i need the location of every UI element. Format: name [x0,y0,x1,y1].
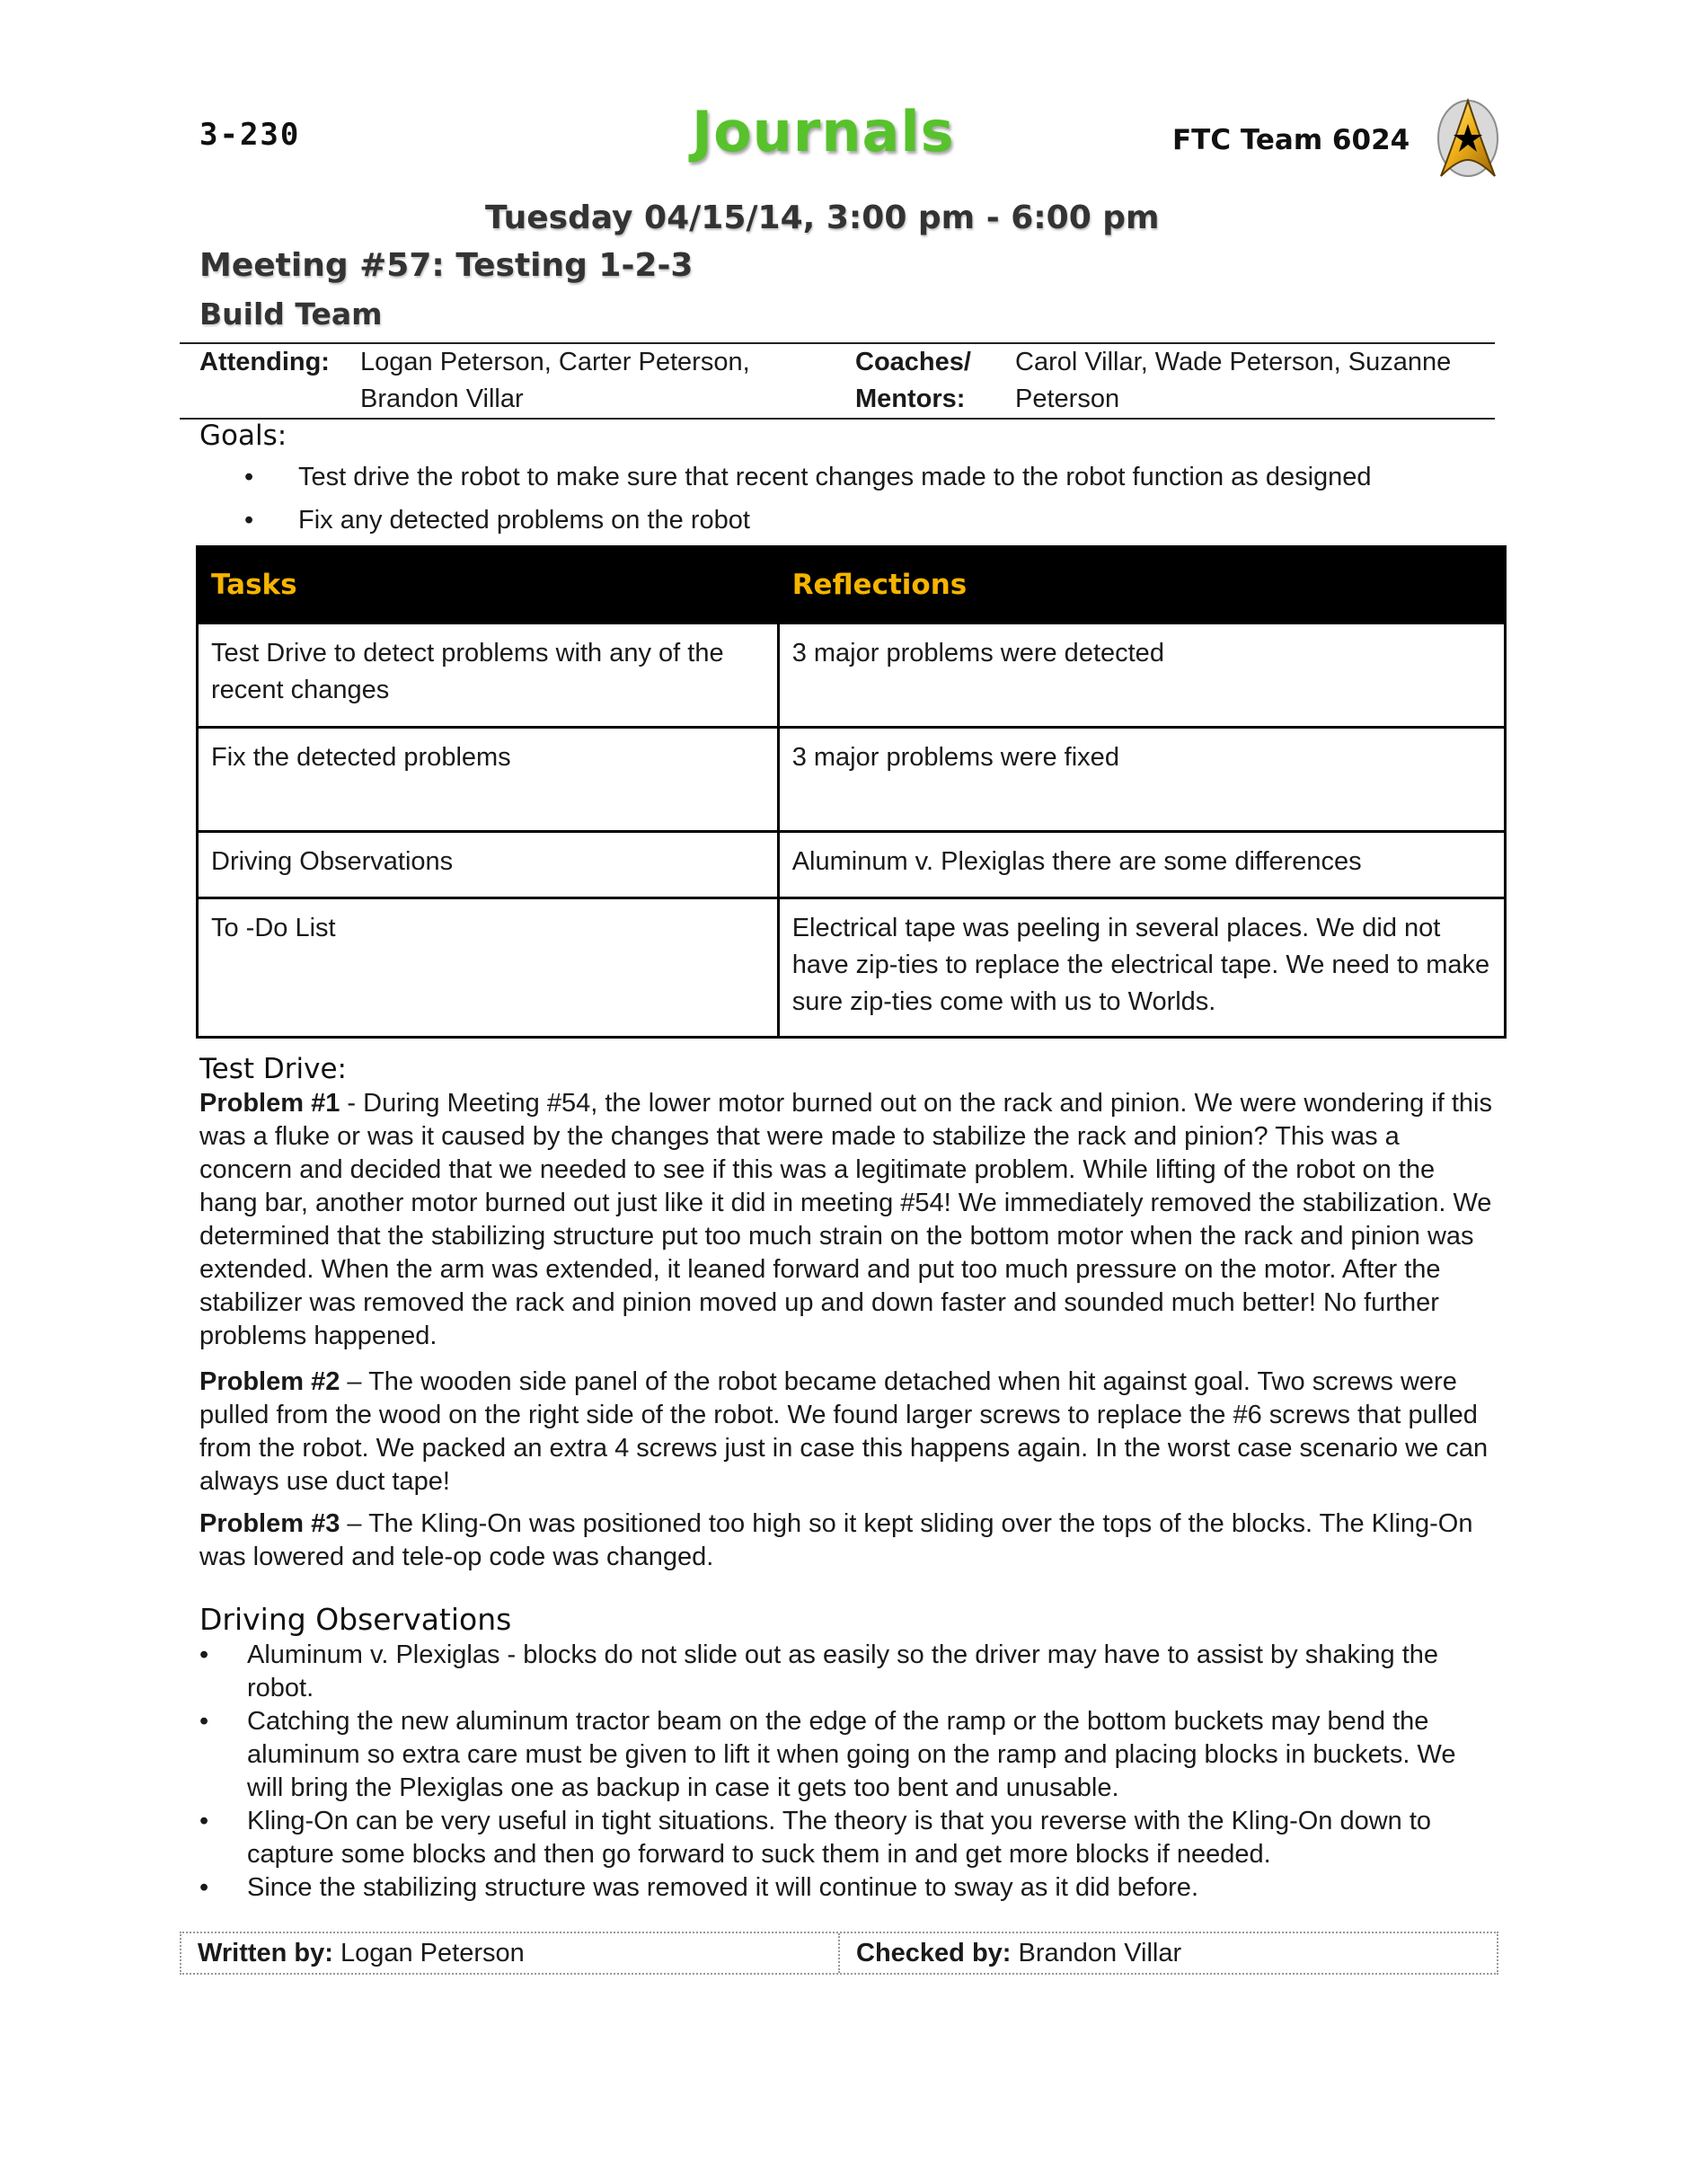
bullet-icon: • [199,1873,209,1902]
attendance-block [180,342,1495,420]
observations-list [199,1639,1493,1905]
written-by-value: Logan Peterson [340,1939,525,1967]
problem-1-paragraph: Problem #1 - During Meeting #54, the lower motor burned out on the rack and pinion. We were wondering if this was a fluke or was it caused by the changes that were made to stabilize the rack and pinion? This was a concern and decided that we needed to see if this was a legitimate problem. While lifting of the robot on the hang bar, another motor burned out just like it did in meeting #54! We immediately removed the stabilization. We determined that the stabilizing structure put too much strain on the bottom motor when the rack and pinion was extended. When the arm was extended, it leaned forward and put too much pressure on the motor. After the stabilizer was removed the rack and pinion moved up and down faster and sounded much better! No further problems happened. [199,1089,1492,1350]
goals-list [199,455,1372,542]
tasks-table [196,545,1507,1039]
list-item: • Aluminum v. Plexiglas - blocks do not slide out as easily so the driver may have to assist by shaking the robot. [199,1640,1439,1702]
table-row [198,728,1506,832]
task-cell: To -Do List [198,898,779,1038]
reflection-cell: Electrical tape was peeling in several places. We did not have zip-ties to replace the electrical tape. We need to make sure zip-ties come with us to Worlds. [778,898,1505,1038]
checked-by [838,1933,1497,1973]
problem-2-paragraph: Problem #2 – The wooden side panel of the robot became detached when hit against goal. Two screws were pulled from the wood on the right side of the robot. We found larger screws to replace the #6 screws that pulled from the robot. We packed an extra 4 screws just in case this happens again. In the worst case scenario we can always use duct tape! [199,1367,1489,1496]
starfleet-delta-icon [1436,97,1500,180]
list-item: • Fix any detected problems on the robot [199,499,1372,542]
tasks-column-header: Tasks [198,547,779,623]
reflections-column-header: Reflections [778,547,1505,623]
team-name: FTC Team 6024 [1172,124,1410,156]
problem-3-text: The Kling-On was positioned too high so it kept sliding over the tops of the blocks. The Kling-On was lowered and tele-op code was changed. [199,1509,1473,1571]
bullet-icon: • [199,1707,209,1736]
bullet-icon: • [244,463,254,491]
reflection-cell: 3 major problems were detected [778,623,1505,728]
list-item: • Since the stabilizing structure was removed it will continue to sway as it did before. [199,1871,1493,1905]
reflection-cell: 3 major problems were fixed [778,728,1505,832]
coaches-names-line1: Carol Villar, Wade Peterson, Suzanne [1015,348,1452,376]
table-row [198,832,1506,898]
coaches-label-line1: Coaches/ [855,348,971,376]
coaches-names-line2: Peterson [1015,385,1120,413]
problem-3-paragraph: Problem #3 – The Kling-On was positioned too high so it kept sliding over the tops of the blocks. The Kling-On was lowered and tele-op code was changed. [199,1509,1473,1571]
table-row [198,623,1506,728]
problem-3-label: Problem #3 [199,1509,340,1538]
attending-names-line2: Brandon Villar [360,385,524,413]
list-item: • Catching the new aluminum tractor beam on the edge of the ramp or the bottom buckets may bend the aluminum so extra care must be given to lift it when going on the ramp and placing blocks in buckets. We will bring the Plexiglas one as backup in case it gets too bent and unusable. [199,1707,1456,1802]
test-drive-heading: Test Drive: [199,1053,347,1085]
table-header-row [198,547,1506,623]
table-row [198,898,1506,1038]
problem-2-label: Problem #2 [199,1367,340,1396]
meeting-title: Meeting #57: Testing 1-2-3 [199,247,694,284]
task-cell: Test Drive to detect problems with any of the recent changes [198,623,779,728]
list-item: • Test drive the robot to make sure that recent changes made to the robot function as designed [199,455,1372,499]
attending-names-line1: Logan Peterson, Carter Peterson, [360,348,750,376]
bullet-icon: • [199,1807,209,1835]
problem-2-text: The wooden side panel of the robot became detached when hit against goal. Two screws were pulled from the wood on the right side of the robot. We found larger screws to replace the #6 screws that pulled from the robot. We packed an extra 4 screws just in case this happens again. In the worst case scenario we can always use duct tape! [199,1367,1489,1496]
written-by-label: Written by: [198,1939,333,1967]
coaches-label-line2: Mentors: [855,385,966,413]
meeting-date: Tuesday 04/15/14, 3:00 pm - 6:00 pm [485,199,1160,236]
goals-heading: Goals: [199,420,287,452]
written-by [181,1933,838,1973]
list-item: • Kling-On can be very useful in tight situations. The theory is that you reverse with the Kling-On down to capture some blocks and then go forward to suck them in and get more blocks if needed. [199,1807,1432,1869]
reflection-cell: Aluminum v. Plexiglas there are some differences [778,832,1505,898]
checked-by-value: Brandon Villar [1018,1939,1182,1967]
bullet-icon: • [244,506,254,535]
checked-by-label: Checked by: [856,1939,1012,1967]
meeting-team: Build Team [199,296,383,332]
task-cell: Fix the detected problems [198,728,779,832]
observations-heading: Driving Observations [199,1602,512,1637]
page-title: Journals [692,99,955,164]
problem-1-label: Problem #1 [199,1089,340,1118]
signoff-row [180,1932,1498,1975]
task-cell: Driving Observations [198,832,779,898]
attending-label: Attending: [199,348,330,376]
problem-1-text: During Meeting #54, the lower motor burned out on the rack and pinion. We were wondering if this was a fluke or was it caused by the changes that were made to stabilize the rack and pinion? This was a concern and decided that we needed to see if this was a legitimate problem. While lifting of the robot on the hang bar, another motor burned out just like it did in meeting #54! We immediately removed the stabilization. We determined that the stabilizing structure put too much strain on the bottom motor when the rack and pinion was extended. When the arm was extended, it leaned forward and put too much pressure on the motor. After the stabilizer was removed the rack and pinion moved up and down faster and sounded much better! No further problems happened. [199,1089,1492,1350]
bullet-icon: • [199,1640,209,1669]
document-code: 3-230 [199,117,301,153]
